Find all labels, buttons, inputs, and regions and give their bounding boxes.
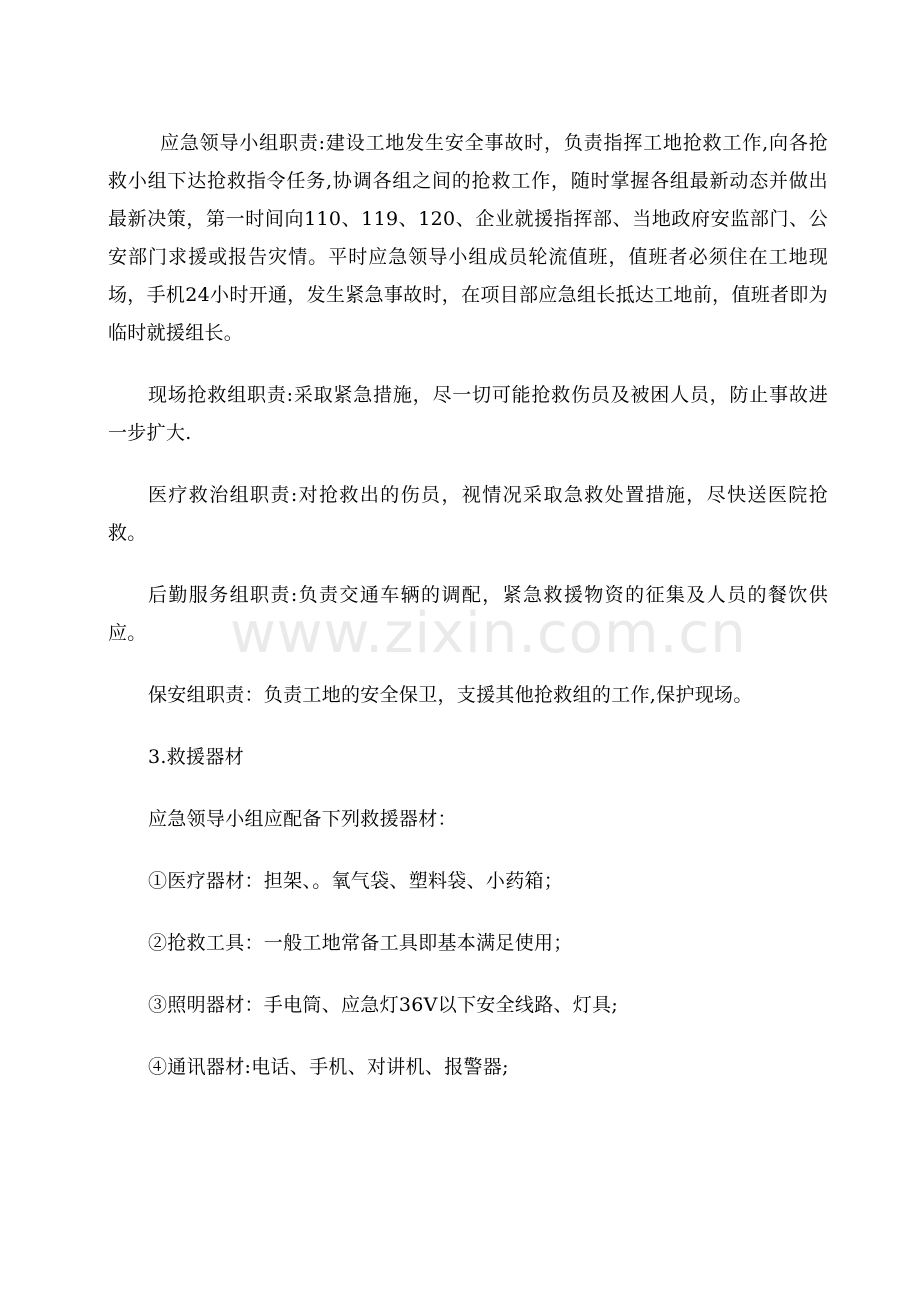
- equipment-item-medical: ①医疗器材：担架、。氧气袋、塑料袋、小药箱；: [148, 870, 564, 892]
- document-body: [108, 124, 828, 1110]
- paragraph-logistics-duties: 后勤服务组职责:负责交通车辆的调配，紧急救援物资的征集及人员的餐饮供应。: [108, 584, 828, 644]
- equipment-item-lighting: ③照明器材：手电筒、应急灯36V以下安全线路、灯具;: [148, 994, 619, 1016]
- paragraph-onsite-rescue-duties: 现场抢救组职责:采取紧急措施，尽一切可能抢救伤员及被困人员，防止事故进一步扩大.: [108, 384, 828, 444]
- paragraph-emergency-leadership-duties: 应急领导小组职责:建设工地发生安全事故时，负责指挥工地抢救工作,向各抢救小组下达抢救指令任务,协调各组之间的抢救工作，随时掌握各组最新动态并做出最新决策，第一时间向110、119、120、企业就援指挥部、当地政府安监部门、公安部门求援或报告灾情。平时应急领导小组成员轮流值班，值班者必须住在工地现场，手机24小时开通，发生紧急事故时，在项目部应急组长抵达工地前，值班者即为临时就援组长。: [108, 132, 828, 344]
- equipment-item-communication: ④通讯器材:电话、手机、对讲机、报警器;: [148, 1056, 509, 1078]
- paragraph-medical-treatment-duties: 医疗救治组职责:对抢救出的伤员，视情况采取急救处置措施，尽快送医院抢救。: [108, 484, 828, 544]
- equipment-item-rescue-tools: ②抢救工具：一般工地常备工具即基本满足使用；: [148, 932, 573, 954]
- section-heading: 3.救援器材: [148, 746, 244, 768]
- equipment-intro: 应急领导小组应配备下列救援器材：: [148, 808, 457, 830]
- watermark-text: www.zixin.com.cn: [230, 601, 747, 666]
- paragraph-security-duties: 保安组职责：负责工地的安全保卫，支援其他抢救组的工作,保护现场。: [148, 684, 753, 706]
